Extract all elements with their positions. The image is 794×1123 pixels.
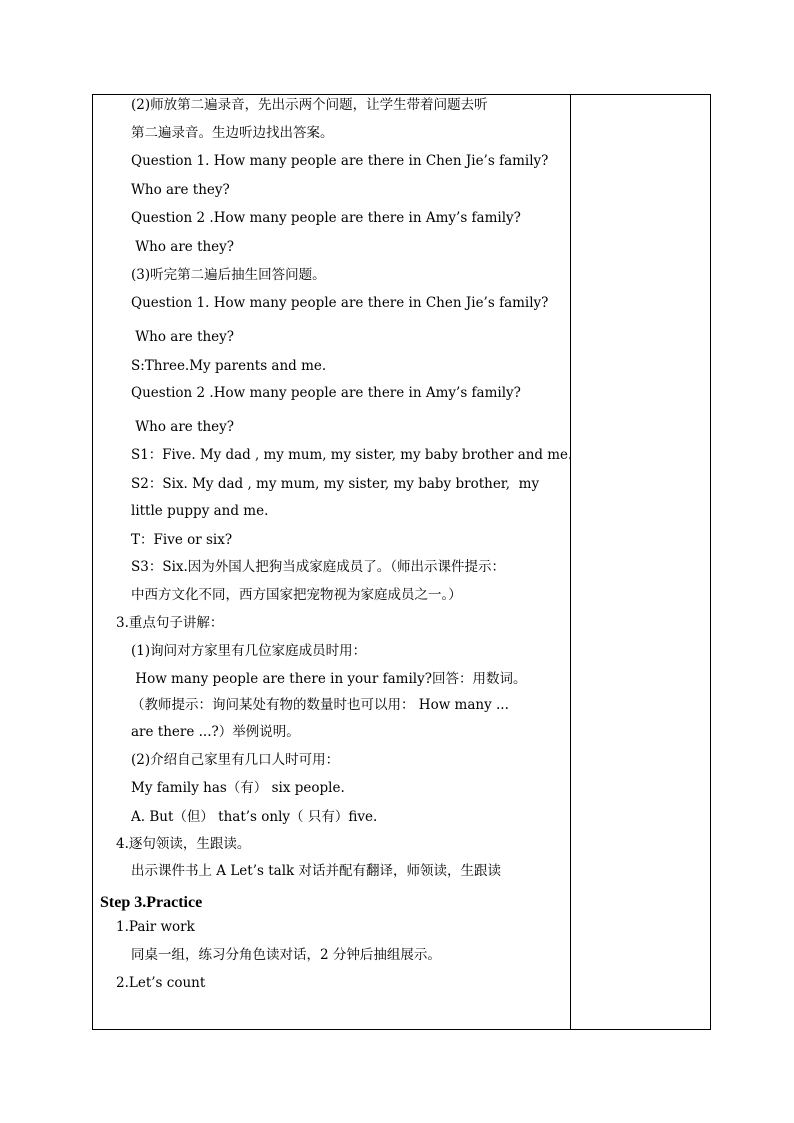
text-line: 同桌一组，练习分角色读对话，2 分钟后抽组展示。 [131,947,441,963]
text-line: Question 2 .How many people are there in Amy’s family? [131,210,521,226]
text-line: （教师提示：询问某处有物的数量时也可以用： How many ... [131,697,509,713]
text-line: (2)介绍自己家里有几口人时可用： [131,752,340,768]
text-line: My family has（有） six people. [131,780,345,796]
section-heading: 4.逐句领读，生跟读。 [116,836,251,852]
text-line: (2)师放第二遍录音，先出示两个问题，让学生带着问题去听 [131,97,488,113]
practice-item: 1.Pair work [116,919,195,935]
text-line: T：Five or six? [131,532,233,548]
text-line: Who are they? [131,239,235,255]
text-line: A. But（但） that’s only（ 只有）five. [131,809,378,825]
column-divider [570,94,571,1030]
text-line: S1：Five. My dad , my mum, my sister, my baby brother and me. [131,447,573,463]
text-line: (3)听完第二遍后抽生回答问题。 [131,267,326,283]
text-line: 中西方文化不同，西方国家把宠物视为家庭成员之一。） [131,587,462,603]
text-line: Question 1. How many people are there in Chen Jie’s family? [131,295,549,311]
section-heading: 3.重点句子讲解： [116,615,224,631]
text-line: 第二遍录音。生边听边找出答案。 [131,125,334,141]
text-line: S:Three.My parents and me. [131,358,327,374]
text-line: Who are they? [131,182,230,198]
text-line: Question 1. How many people are there in Chen Jie’s family? [131,153,549,169]
text-line: (1)询问对方家里有几位家庭成员时用： [131,643,367,659]
text-line: 出示课件书上 A Let’s talk 对话并配有翻译，师领读，生跟读 [131,863,501,879]
text-line: How many people are there in your family?回答：用数词。 [131,671,527,687]
text-line: Question 2 .How many people are there in Amy’s family? [131,385,521,401]
text-line: Who are they? [131,419,235,435]
text-line: S2：Six. My dad , my mum, my sister, my baby brother, my [131,476,540,492]
text-line: Who are they? [131,329,235,345]
step-heading: Step 3.Practice [100,894,203,911]
text-line: are there ...?）举例说明。 [131,724,300,740]
text-line: little puppy and me. [131,503,269,519]
text-line: S3：Six.因为外国人把狗当成家庭成员了。（师出示课件提示： [131,559,506,575]
practice-item: 2.Let’s count [116,975,206,991]
